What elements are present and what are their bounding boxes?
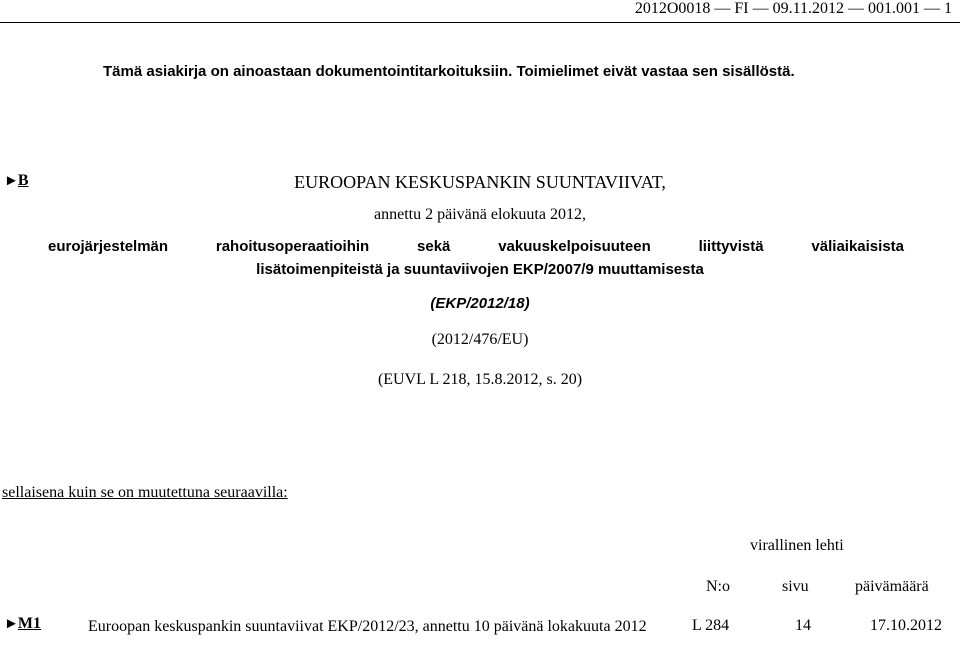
official-journal-heading: virallinen lehti (750, 537, 844, 554)
act-subject-line-1: eurojärjestelmän rahoitusoperaatioihin sekä vakuuskelpoisuuteen liittyvistä väliaikaisista (48, 238, 904, 255)
act-subject-line-2: lisätoimenpiteistä ja suuntaviivojen EKP/2007/9 muuttamisesta (256, 261, 704, 278)
triangle-marker-icon: ► (4, 616, 18, 632)
amendments-heading: sellaisena kuin se on muutettuna seuraavilla: (2, 484, 288, 501)
amendment-marker-m1[interactable] (4, 615, 41, 633)
base-act-marker-code[interactable]: B (17, 172, 29, 189)
triangle-marker-icon: ► (4, 173, 18, 189)
official-journal-reference: (EUVL L 218, 15.8.2012, s. 20) (377, 371, 583, 388)
disclaimer-text: Tämä asiakirja on ainoastaan dokumentointitarkoituksiin. Toimielimet eivät vastaa sen sisällöstä. (103, 63, 795, 80)
act-date: annettu 2 päivänä elokuuta 2012, (374, 206, 586, 223)
document-identifier: 2012O0018 — FI — 09.11.2012 — 001.001 — 1 (634, 0, 952, 17)
column-header-page: sivu (782, 578, 809, 595)
act-title: EUROOPAN KESKUSPANKIN SUUNTAVIIVAT, (294, 172, 666, 192)
header-divider (0, 22, 960, 23)
amendment-oj-date: 17.10.2012 (870, 617, 942, 634)
column-header-date: päivämäärä (855, 578, 929, 595)
eu-reference: (2012/476/EU) (431, 331, 529, 348)
column-header-number: N:o (706, 578, 730, 595)
amendment-oj-page: 14 (795, 617, 811, 634)
amendment-marker-code[interactable]: M1 (17, 615, 41, 632)
amendment-description: Euroopan keskuspankin suuntaviivat EKP/2012/23, annettu 10 päivänä lokakuuta 2012 (88, 618, 647, 635)
amendment-oj-number: L 284 (692, 617, 730, 634)
ecb-reference: (EKP/2012/18) (430, 295, 530, 312)
